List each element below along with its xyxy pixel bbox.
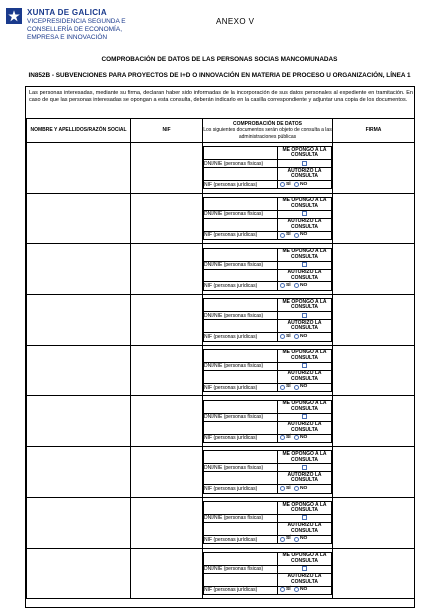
oppose-label: ME OPONGO A LA CONSULTA [282,552,327,564]
documents-subtable [203,146,332,189]
dni-label: DNI/NIE (personas físicas) [204,362,278,370]
authorize-option [278,522,332,535]
name-cell[interactable] [27,548,131,599]
nif-label: NIF (personas jurídicas) [204,181,278,189]
check-cell [203,295,333,346]
no-label: NO [300,282,308,288]
oppose-option [278,502,332,515]
table-row [27,295,415,346]
oppose-option [278,552,332,565]
nif-cell[interactable] [131,548,203,599]
dni-label: DNI/NIE (personas físicas) [204,312,278,320]
dni-label: DNI/NIE (personas físicas) [204,261,278,269]
oppose-label: ME OPONGO A LA CONSULTA [282,501,327,514]
organization-name: XUNTA DE GALICIA [27,8,107,17]
check-cell [203,244,333,295]
table-row [27,497,415,548]
oppose-checkbox[interactable] [302,414,307,419]
yes-radio[interactable] [280,537,285,542]
table-row [27,548,415,599]
dni-label: DNI/NIE (personas físicas) [204,565,278,573]
dni-label: DNI/NIE (personas físicas) [204,464,278,472]
check-cell [203,193,333,244]
signature-cell[interactable] [333,345,415,396]
oppose-label: ME OPONGO A LA CONSULTA [282,450,327,463]
oppose-checkbox[interactable] [302,211,307,216]
table-row [27,244,415,295]
oppose-label: ME OPONGO A LA CONSULTA [282,349,327,362]
yes-label: SÍ [286,485,291,491]
oppose-checkbox[interactable] [302,161,307,166]
column-header-check [203,119,333,143]
authorize-label: AUTORIZO LA CONSULTA [287,218,322,231]
check-cell [203,396,333,447]
no-radio[interactable] [294,283,299,288]
name-cell[interactable] [27,244,131,295]
nif-cell[interactable] [131,193,203,244]
nif-label: NIF (personas jurídicas) [204,586,278,594]
no-label: NO [300,333,308,339]
xunta-logo-icon [6,8,22,24]
authorize-label: AUTORIZO LA CONSULTA [287,269,322,281]
name-cell[interactable] [27,447,131,498]
check-cell [203,548,333,599]
no-label: NO [300,485,308,491]
authorize-label: AUTORIZO LA CONSULTA [287,471,322,484]
yes-radio[interactable] [280,435,285,440]
authorize-label: AUTORIZO LA CONSULTA [287,319,322,332]
yes-radio[interactable] [280,486,285,491]
document-title: COMPROBACIÓN DE DATOS DE LAS PERSONAS SOCIAS MANCOMUNADAS [101,56,338,63]
oppose-checkbox[interactable] [302,566,307,571]
yes-label: SÍ [286,384,291,390]
name-cell[interactable] [27,345,131,396]
documents-subtable [203,552,332,595]
authorize-option [278,218,332,231]
signature-cell[interactable] [333,447,415,498]
table-row [27,447,415,498]
authorize-label: AUTORIZO LA CONSULTA [287,167,322,180]
no-radio[interactable] [294,334,299,339]
dni-label: DNI/NIE (personas físicas) [204,413,278,421]
no-label: NO [300,232,308,238]
nif-label: NIF (personas jurídicas) [204,383,278,391]
documents-subtable [203,501,332,544]
yes-radio[interactable] [280,182,285,187]
authorize-option [278,573,332,586]
table-row [27,193,415,244]
documents-subtable [203,248,332,291]
column-header-nif: NIF [131,119,203,143]
yes-label: SÍ [286,282,291,288]
authorize-label: AUTORIZO LA CONSULTA [287,370,322,383]
authorize-label: AUTORIZO LA CONSULTA [287,421,322,433]
documents-subtable [203,298,332,341]
oppose-option [278,147,332,160]
organization-line: VICEPRESIDENCIA SEGUNDA E [27,18,126,25]
table-row [27,396,415,447]
organization-line: CONSELLERÍA DE ECONOMÍA, [27,26,122,33]
yes-radio[interactable] [280,385,285,390]
signature-cell[interactable] [333,396,415,447]
nif-label: NIF (personas jurídicas) [204,535,278,543]
oppose-option [278,349,332,362]
oppose-checkbox[interactable] [302,313,307,318]
nif-cell[interactable] [131,345,203,396]
check-header-title: COMPROBACIÓN DE DATOS [233,120,302,127]
nif-label: NIF (personas jurídicas) [204,231,278,239]
name-cell[interactable] [27,143,131,194]
partners-table [26,118,415,599]
yes-label: SÍ [286,333,291,339]
name-cell[interactable] [27,295,131,346]
yes-label: SÍ [286,232,291,238]
documents-subtable [203,400,332,443]
dni-label: DNI/NIE (personas físicas) [204,514,278,522]
nif-cell[interactable] [131,497,203,548]
no-label: NO [300,435,308,440]
oppose-option [278,400,332,413]
check-cell [203,143,333,194]
authorize-option [278,472,332,485]
nif-label: NIF (personas jurídicas) [204,333,278,341]
oppose-checkbox[interactable] [302,465,307,470]
yes-radio[interactable] [280,334,285,339]
no-radio[interactable] [294,587,299,592]
documents-subtable [203,349,332,392]
authorize-label: AUTORIZO LA CONSULTA [287,573,322,585]
oppose-option [278,451,332,464]
check-header-subtitle: Los siguientes documentos serán objeto de consulta a las administraciones públicas [203,127,332,140]
no-label: NO [300,181,308,187]
annex-label: ANEXO V [216,17,255,26]
oppose-label: ME OPONGO A LA CONSULTA [282,400,327,412]
oppose-label: ME OPONGO A LA CONSULTA [282,197,327,210]
signature-cell[interactable] [333,143,415,194]
nif-label: NIF (personas jurídicas) [204,434,278,442]
signature-cell[interactable] [333,244,415,295]
nif-cell[interactable] [131,396,203,447]
signature-cell[interactable] [333,497,415,548]
organization-line: EMPRESA E INNOVACIÓN [27,34,108,41]
form-frame [25,86,415,608]
oppose-label: ME OPONGO A LA CONSULTA [282,146,327,159]
no-radio[interactable] [294,233,299,238]
oppose-label: ME OPONGO A LA CONSULTA [282,248,327,260]
document-subtitle: IN852B - SUBVENCIONES PARA PROYECTOS DE I+D O INNOVACIÓN EN MATERIA DE PROCESO U ORGANIZACIÓN, LÍNEA 1 [28,72,411,79]
table-row [27,143,415,194]
authorize-option [278,370,332,383]
nif-label: NIF (personas jurídicas) [204,485,278,493]
name-cell[interactable] [27,193,131,244]
oppose-option [278,197,332,210]
authorize-option [278,168,332,181]
signature-cell[interactable] [333,548,415,599]
documents-subtable [203,197,332,240]
table-header-row [27,119,415,143]
column-header-signature: FIRMA [333,119,415,143]
yes-label: SÍ [286,435,291,440]
yes-label: SÍ [286,587,291,593]
documents-subtable [203,450,332,493]
dni-label: DNI/NIE (personas físicas) [204,210,278,218]
yes-label: SÍ [286,536,291,542]
oppose-checkbox[interactable] [302,262,307,267]
column-header-name: NOMBRE Y APELLIDOS/RAZÓN SOCIAL [27,119,131,143]
check-cell [203,447,333,498]
check-cell [203,497,333,548]
oppose-checkbox[interactable] [302,363,307,368]
oppose-option [278,248,332,261]
yes-radio[interactable] [280,587,285,592]
intro-paragraph: Las personas interesadas, mediante su firma, declaran haber sido informadas de la incorporación de sus datos personales al expediente en tramitación. En caso de que las personas interesadas se opongan a esta consulta, deberán indicarlo en la casilla correspondiente y adjuntar una copia de los documentos. [29,90,413,103]
no-radio[interactable] [294,435,299,440]
authorize-label: AUTORIZO LA CONSULTA [287,522,322,535]
signature-cell[interactable] [333,295,415,346]
nif-cell[interactable] [131,295,203,346]
name-cell[interactable] [27,396,131,447]
oppose-label: ME OPONGO A LA CONSULTA [282,298,327,311]
check-cell [203,345,333,396]
nif-cell[interactable] [131,143,203,194]
oppose-checkbox[interactable] [302,515,307,520]
nif-label: NIF (personas jurídicas) [204,282,278,290]
authorize-option [278,269,332,282]
yes-radio[interactable] [280,233,285,238]
no-radio[interactable] [294,537,299,542]
yes-radio[interactable] [280,283,285,288]
yes-label: SÍ [286,181,291,187]
no-radio[interactable] [294,385,299,390]
nif-cell[interactable] [131,447,203,498]
document-header [6,8,433,48]
no-label: NO [300,536,308,542]
authorize-option [278,421,332,434]
nif-cell[interactable] [131,244,203,295]
document-titles [0,55,439,81]
no-radio[interactable] [294,182,299,187]
oppose-option [278,299,332,312]
no-radio[interactable] [294,486,299,491]
dni-label: DNI/NIE (personas físicas) [204,160,278,168]
organization-block [27,9,126,42]
authorize-option [278,320,332,333]
no-label: NO [300,384,308,390]
name-cell[interactable] [27,497,131,548]
no-label: NO [300,587,308,593]
signature-cell[interactable] [333,193,415,244]
table-row [27,345,415,396]
